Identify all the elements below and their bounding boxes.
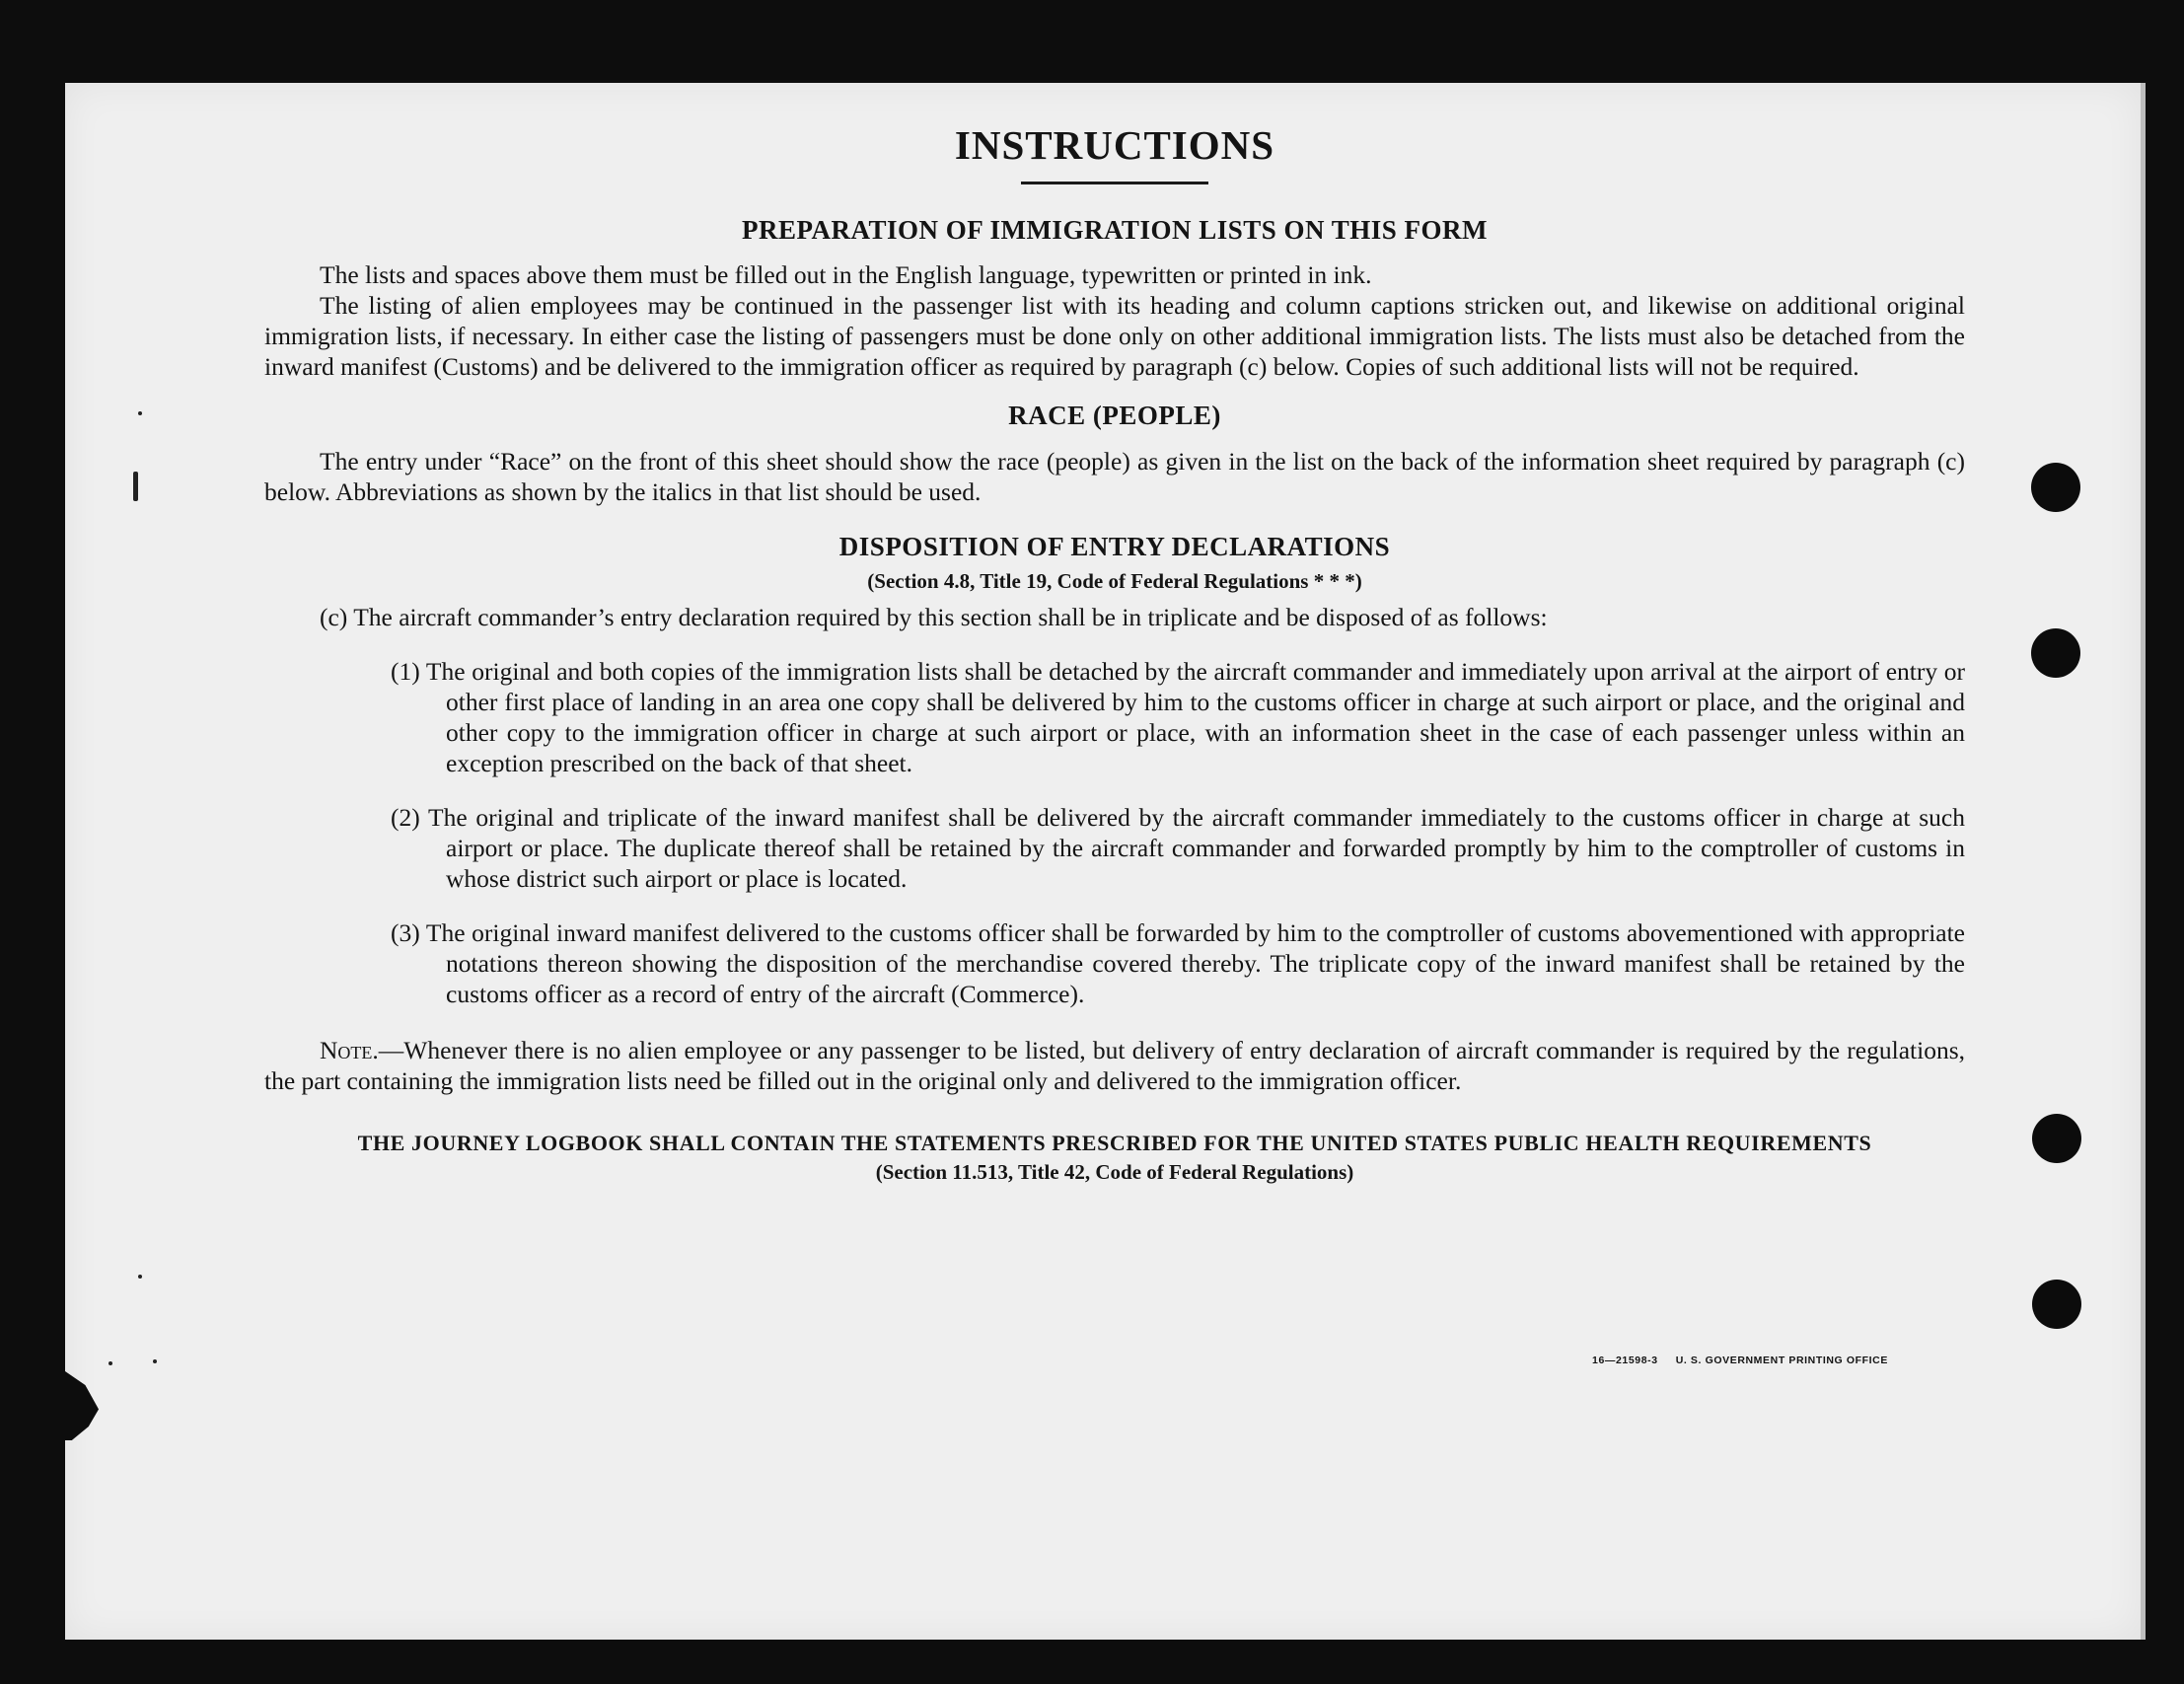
punch-hole (2032, 1114, 2081, 1163)
instructions-content (264, 123, 1965, 1186)
paragraph-alien-employees: The listing of alien employees may be continued in the passenger list with its heading and column captions stricken out, and likewise on additional original immigration lists, if necessary. In either case the listing of passengers must be done only on other additional immigration lists. The lists must also be detached from the inward manifest (Customs) and be delivered to the immigration officer as required by paragraph (c) below. Copies of such additional lists will not be required. (264, 291, 1965, 382)
printing-office: U. S. GOVERNMENT PRINTING OFFICE (1675, 1355, 1888, 1366)
title-underline (1021, 182, 1208, 184)
speck (153, 1359, 157, 1363)
punch-hole (2031, 463, 2080, 512)
section-citation: (Section 4.8, Title 19, Code of Federal Regulations * * *) (867, 569, 1362, 594)
public-health-statement: THE JOURNEY LOGBOOK SHALL CONTAIN THE STATEMENTS PRESCRIBED FOR THE UNITED STATES PUBLIC HEALTH REQUIREMENTS (357, 1130, 1872, 1155)
list-item-2: (2) The original and triplicate of the inward manifest shall be delivered by the aircraft commander immediately to the customs officer in charge at such airport or place. The duplicate thereof shall be retained by the aircraft commander and forwarded promptly by him to the comptroller of customs in whose district such airport or place is located. (391, 802, 1965, 893)
list-item-1: (1) The original and both copies of the immigration lists shall be detached by the aircraft commander and immediately upon arrival at the airport of entry or other first place of landing in an area one copy shall be delivered by him to the customs officer in charge at such airport or place, and the original and other copy to the immigration officer in charge at such airport or place, with an information sheet in the case of each passenger unless within an exception prescribed on the back of that sheet. (391, 656, 1965, 777)
note-text: —Whenever there is no alien employee or any passenger to be listed, but delivery of entry declaration of aircraft commander is required by the regulations, the part containing the immigration lists need be filled out in the original only and delivered to the immigration officer. (264, 1035, 1965, 1095)
note-paragraph (264, 1035, 1965, 1096)
list-item-3: (3) The original inward manifest delivered to the customs officer shall be forwarded by him to the comptroller of customs abovementioned with appropriate notations thereon showing the disposition of the merchandise covered thereby. The triplicate copy of the inward manifest shall be retained by the customs officer as a record of entry of the aircraft (Commerce). (391, 917, 1965, 1008)
paragraph-race: The entry under “Race” on the front of this sheet should show the race (people) as given in the list on the back of the information sheet required by paragraph (c) below. Abbreviations as shown by the italics in that list should be used. (264, 446, 1965, 506)
note-label: Note. (320, 1035, 379, 1064)
speck (138, 1275, 142, 1279)
printer-imprint (1592, 1355, 1906, 1366)
public-health-citation: (Section 11.513, Title 42, Code of Federal Regulations) (875, 1160, 1354, 1185)
speck (138, 411, 142, 415)
speck (109, 1361, 112, 1365)
punch-hole (2031, 628, 2080, 678)
section-heading-preparation: PREPARATION OF IMMIGRATION LISTS ON THIS FORM (741, 215, 1489, 246)
speck (133, 472, 138, 501)
section-heading-disposition: DISPOSITION OF ENTRY DECLARATIONS (838, 531, 1391, 561)
paragraph-c-intro: (c) The aircraft commander’s entry declaration required by this section shall be in triplicate and be disposed of as follows: (320, 602, 1548, 631)
section-heading-race: RACE (PEOPLE) (1008, 401, 1221, 431)
sheet-edge (2141, 83, 2146, 1640)
paragraph-lists-language: The lists and spaces above them must be filled out in the English language, typewritten or printed in ink. (320, 260, 1372, 290)
page-title: INSTRUCTIONS (954, 122, 1275, 168)
form-number: 16—21598-3 (1592, 1355, 1658, 1366)
punch-hole (2032, 1280, 2081, 1329)
